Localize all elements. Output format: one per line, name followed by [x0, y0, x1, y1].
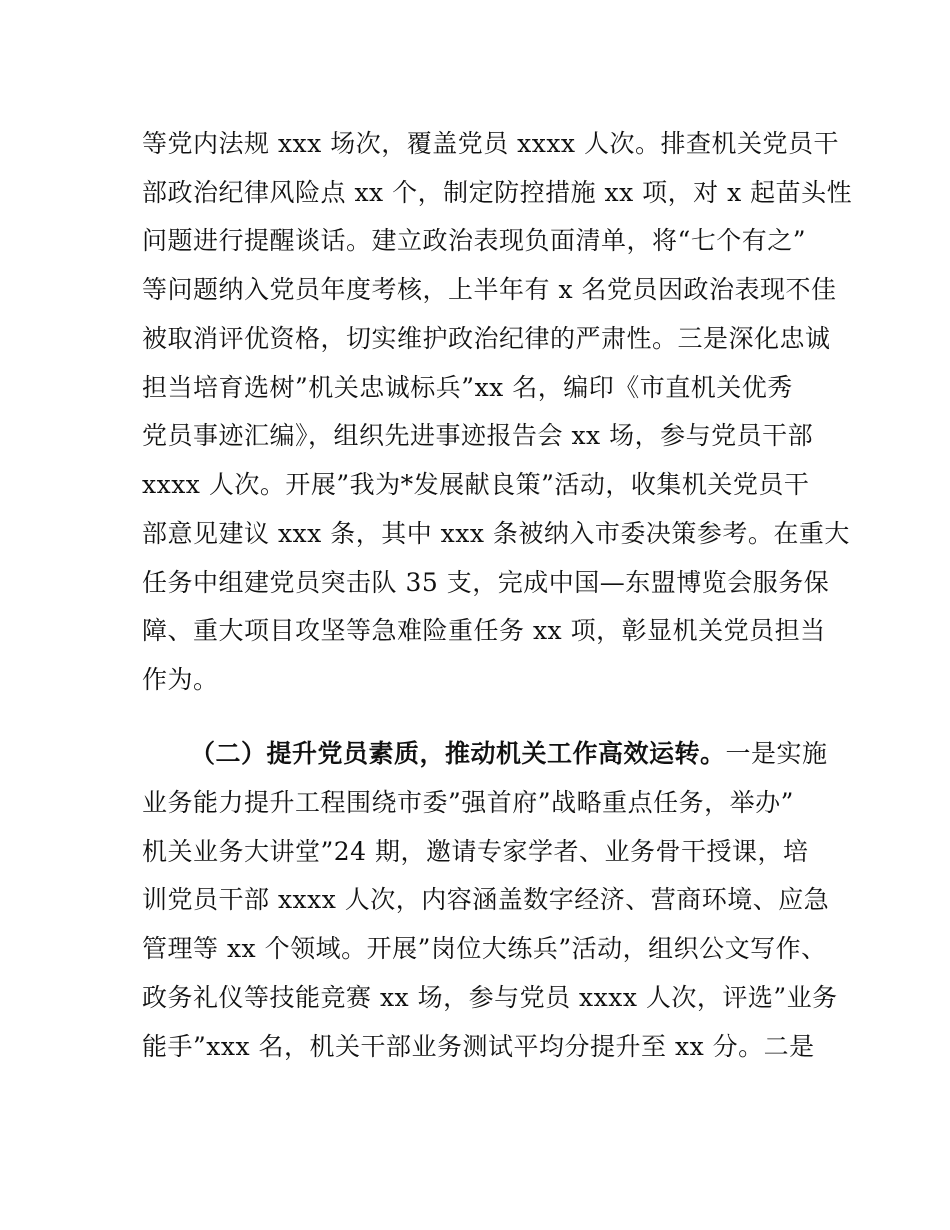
text-line: 部政治纪律风险点 xx 个，制定防控措施 xx 项，对 x 起苗头性 — [142, 178, 853, 207]
text-line: 能手”xxx 名，机关干部业务测试平均分提升至 xx 分。二是 — [142, 1032, 815, 1061]
text-line: 管理等 xx 个领域。开展”岗位大练兵”活动，组织公文写作、 — [142, 934, 827, 963]
text-line: 等问题纳入党员年度考核，上半年有 x 名党员因政治表现不佳 — [142, 275, 837, 304]
text-line: 障、重大项目攻坚等急难险重任务 xx 项，彰显机关党员担当 — [142, 616, 826, 645]
text-line: 任务中组建党员突击队 35 支，完成中国—东盟博览会服务保 — [142, 568, 830, 597]
text-line: 作为。 — [142, 665, 219, 694]
section-heading-line — [190, 736, 830, 772]
text-line: 政务礼仪等技能竞赛 xx 场，参与党员 xxxx 人次，评选”业务 — [142, 983, 838, 1012]
text-line: 问题进行提醒谈话。建立政治表现负面清单，将“七个有之” — [142, 226, 807, 255]
text-line: xxxx 人次。开展”我为*发展献良策”活动，收集机关党员干 — [142, 470, 810, 499]
text-line: 担当培育选树”机关忠诚标兵”xx 名，编印《市直机关优秀 — [142, 373, 793, 402]
text-line: 部意见建议 xxx 条，其中 xxx 条被纳入市委决策参考。在重大 — [142, 519, 850, 548]
text-line: 机关业务大讲堂”24 期，邀请专家学者、业务骨干授课，培 — [142, 837, 809, 866]
text-line: 党员事迹汇编》，组织先进事迹报告会 xx 场，参与党员干部 — [142, 421, 814, 450]
text-line: 业务能力提升工程围绕市委”强首府”战略重点任务，举办” — [142, 788, 794, 817]
section-heading: （二）提升党员素质，推动机关工作高效运转。 — [190, 739, 726, 768]
text-line: 等党内法规 xxx 场次，覆盖党员 xxxx 人次。排查机关党员干 — [142, 129, 839, 158]
text-line: 训党员干部 xxxx 人次，内容涵盖数字经济、营商环境、应急 — [142, 885, 830, 914]
heading-line-rest: 一是实施 — [725, 739, 828, 768]
text-line: 被取消评优资格，切实维护政治纪律的严肃性。三是深化忠诚 — [142, 324, 831, 353]
